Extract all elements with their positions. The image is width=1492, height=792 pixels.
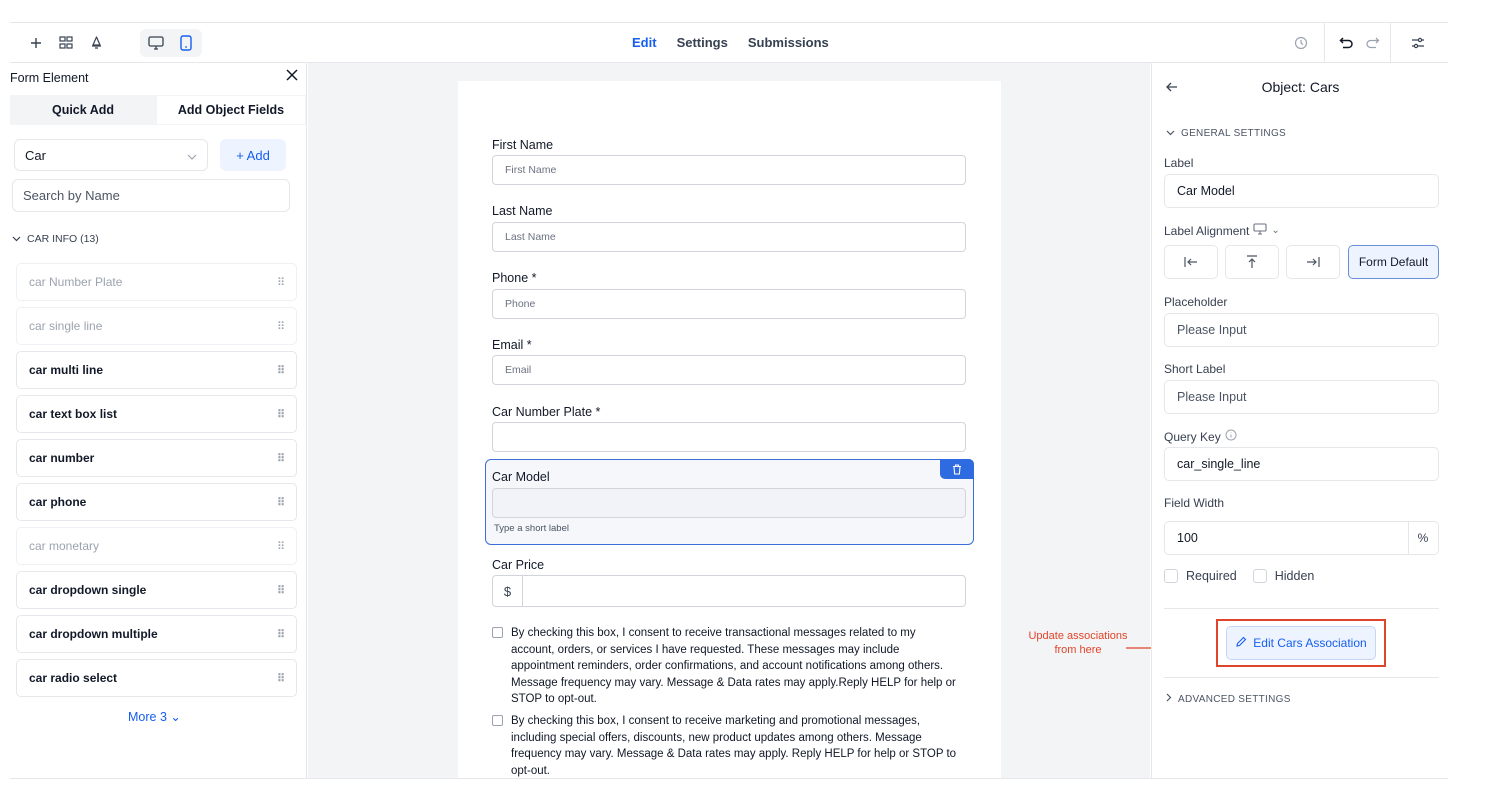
- placeholder-input[interactable]: Please Input: [1164, 313, 1439, 347]
- bell-icon[interactable]: [86, 33, 106, 53]
- first-name-label: First Name: [492, 138, 554, 152]
- consent-marketing-text: By checking this box, I consent to receive marketing and promotional messages, including special offers, discounts, new product updates among others. Message frequency may vary. Message & Data rates may apply. Reply HELP for help or STOP to opt-out.: [511, 715, 957, 777]
- properties-panel: [1151, 63, 1448, 779]
- object-select-value: Car: [25, 147, 46, 163]
- query-key-input[interactable]: car_single_line: [1164, 447, 1439, 481]
- group-header-car-info[interactable]: [12, 233, 99, 245]
- field-item-label: car dropdown multiple: [29, 627, 158, 641]
- visibility-options: [1164, 569, 1314, 583]
- number-plate-label: Car Number Plate *: [492, 405, 601, 419]
- annotation-callout: [1016, 629, 1140, 657]
- close-icon[interactable]: [286, 68, 298, 86]
- email-label: Email *: [492, 338, 532, 352]
- drag-handle-icon[interactable]: ⠿: [276, 628, 284, 641]
- section-label: GENERAL SETTINGS: [1181, 128, 1287, 139]
- field-item-label: car number: [29, 451, 95, 465]
- trash-icon[interactable]: [940, 459, 974, 479]
- edit-association-button[interactable]: [1226, 626, 1376, 660]
- field-item-label: car text box list: [29, 407, 118, 421]
- drag-handle-icon: ⠿: [276, 276, 284, 289]
- phone-label: Phone *: [492, 271, 537, 285]
- chevron-down-icon: [187, 148, 197, 163]
- desktop-icon[interactable]: [144, 32, 168, 54]
- car-model-label: Car Model: [492, 470, 550, 484]
- car-price-field[interactable]: [492, 575, 966, 607]
- drag-handle-icon: ⠿: [276, 540, 284, 553]
- required-label: Required: [1186, 569, 1237, 583]
- tab-add-object-fields[interactable]: Add Object Fields: [156, 95, 306, 125]
- panel-title: Form Element: [10, 71, 89, 85]
- device-toggle: [140, 29, 202, 57]
- tab-submissions[interactable]: Submissions: [747, 35, 829, 50]
- object-select[interactable]: [14, 139, 208, 171]
- top-align-icon[interactable]: [1225, 245, 1279, 279]
- label-input[interactable]: Car Model: [1164, 174, 1439, 208]
- history-icon[interactable]: [1291, 33, 1311, 53]
- phone-field[interactable]: Phone: [492, 289, 966, 319]
- plus-icon[interactable]: [26, 33, 46, 53]
- first-name-field[interactable]: First Name: [492, 155, 966, 185]
- label-alignment-text: Label Alignment: [1164, 223, 1250, 238]
- list-item[interactable]: [16, 351, 297, 389]
- list-item[interactable]: [16, 483, 297, 521]
- edit-association-label: Edit Cars Association: [1253, 636, 1367, 650]
- panel-title: Object: Cars: [1261, 79, 1340, 95]
- last-name-field[interactable]: Last Name: [492, 222, 966, 252]
- field-width-unit: %: [1408, 521, 1439, 555]
- placeholder-title: Placeholder: [1164, 295, 1228, 309]
- list-item[interactable]: [16, 395, 297, 433]
- chevron-down-icon: [12, 233, 21, 245]
- drag-handle-icon: ⠿: [276, 320, 284, 333]
- desktop-icon[interactable]: [1253, 223, 1267, 238]
- tab-quick-add[interactable]: Quick Add: [10, 95, 156, 125]
- list-item[interactable]: [16, 439, 297, 477]
- field-item-label: car single line: [29, 319, 103, 333]
- left-align-icon[interactable]: [1164, 245, 1218, 279]
- car-price-label: Car Price: [492, 558, 545, 572]
- chevron-down-icon: [1166, 128, 1175, 139]
- add-mode-tabs: [10, 95, 306, 125]
- group-label: CAR INFO (13): [27, 233, 99, 245]
- field-item-label: car Number Plate: [29, 275, 123, 289]
- hidden-label: Hidden: [1274, 569, 1315, 583]
- query-key-text: Query Key: [1164, 429, 1221, 444]
- annotation-line-2: from here: [1054, 644, 1102, 656]
- short-label-input[interactable]: Please Input: [1164, 380, 1439, 414]
- annotation-line-1: Update associations: [1028, 630, 1128, 642]
- sliders-icon[interactable]: [1408, 33, 1428, 53]
- mobile-icon[interactable]: [174, 32, 198, 54]
- search-input[interactable]: Search by Name: [12, 179, 290, 212]
- currency-prefix: $: [493, 576, 523, 606]
- info-icon[interactable]: [1225, 429, 1237, 444]
- tab-edit[interactable]: Edit: [632, 35, 657, 50]
- general-settings-header[interactable]: [1166, 128, 1286, 139]
- more-label: More 3: [128, 710, 167, 724]
- list-item: [16, 527, 297, 565]
- drag-handle-icon[interactable]: ⠿: [276, 408, 284, 421]
- divider: [1164, 677, 1439, 678]
- main-tabs: [632, 35, 829, 50]
- car-model-field[interactable]: [492, 488, 966, 518]
- field-item-label: car dropdown single: [29, 583, 147, 597]
- consent-transactional-text: By checking this box, I consent to receive transactional messages related to my account, orders, or services I have requested. These messages may include appointment reminders, order confirmations, and account notifications among others. Message frequency may vary. Message & Data rates may apply.Reply HELP for help or STOP to opt-out.: [511, 627, 956, 705]
- more-fields-link[interactable]: [128, 709, 181, 724]
- chevron-right-icon: [1166, 693, 1172, 705]
- field-item-label: car multi line: [29, 363, 104, 377]
- top-toolbar: [10, 23, 1448, 63]
- consent-transactional: [492, 625, 962, 708]
- list-item: [16, 263, 297, 301]
- query-key-title: [1164, 429, 1237, 444]
- tab-settings[interactable]: Settings: [676, 35, 728, 50]
- drag-handle-icon[interactable]: ⠿: [276, 672, 284, 685]
- number-plate-field[interactable]: [492, 422, 966, 452]
- consent-transactional-checkbox[interactable]: [492, 627, 503, 638]
- car-model-hint: Type a short label: [494, 523, 569, 534]
- pencil-icon: [1235, 636, 1247, 651]
- chevron-down-icon[interactable]: ⌄: [1271, 225, 1280, 236]
- form-default-button[interactable]: Form Default: [1348, 245, 1439, 279]
- list-item[interactable]: [16, 615, 297, 653]
- label-title: Label: [1164, 156, 1194, 170]
- toolbar-divider: [1390, 23, 1391, 63]
- label-alignment-title: [1164, 223, 1280, 238]
- section-label: ADVANCED SETTINGS: [1178, 693, 1291, 705]
- layers-icon[interactable]: [56, 33, 76, 53]
- drag-handle-icon[interactable]: ⠿: [276, 584, 284, 597]
- add-object-button[interactable]: + Add: [220, 139, 286, 171]
- field-item-label: car monetary: [29, 539, 100, 553]
- list-item: [16, 307, 297, 345]
- selected-field-car-model[interactable]: [485, 459, 974, 545]
- list-item[interactable]: [16, 659, 297, 697]
- field-list: [16, 263, 297, 703]
- short-label-title: Short Label: [1164, 362, 1226, 376]
- advanced-settings-header[interactable]: [1166, 693, 1291, 705]
- field-width-title: Field Width: [1164, 496, 1225, 510]
- right-align-icon[interactable]: [1286, 245, 1340, 279]
- redo-icon[interactable]: [1362, 33, 1382, 53]
- divider: [1164, 608, 1439, 609]
- toolbar-divider: [1324, 23, 1325, 63]
- required-checkbox[interactable]: [1164, 569, 1178, 583]
- edit-association-highlight: [1216, 619, 1386, 667]
- form-builder-app: [10, 22, 1448, 779]
- hidden-checkbox[interactable]: [1253, 569, 1267, 583]
- chevron-down-icon: ⌄: [170, 710, 181, 724]
- drag-handle-icon[interactable]: ⠿: [276, 452, 284, 465]
- field-item-label: car phone: [29, 495, 87, 509]
- field-width-input[interactable]: 100: [1164, 521, 1409, 555]
- undo-icon[interactable]: [1336, 33, 1356, 53]
- form-preview: [458, 81, 1001, 779]
- consent-marketing-checkbox[interactable]: [492, 715, 503, 726]
- last-name-label: Last Name: [492, 204, 553, 218]
- form-canvas: [308, 63, 1150, 779]
- drag-handle-icon[interactable]: ⠿: [276, 364, 284, 377]
- drag-handle-icon[interactable]: ⠿: [276, 496, 284, 509]
- form-element-panel: [10, 63, 307, 779]
- list-item[interactable]: [16, 571, 297, 609]
- consent-marketing: [492, 713, 962, 779]
- field-item-label: car radio select: [29, 671, 118, 685]
- email-field[interactable]: Email: [492, 355, 966, 385]
